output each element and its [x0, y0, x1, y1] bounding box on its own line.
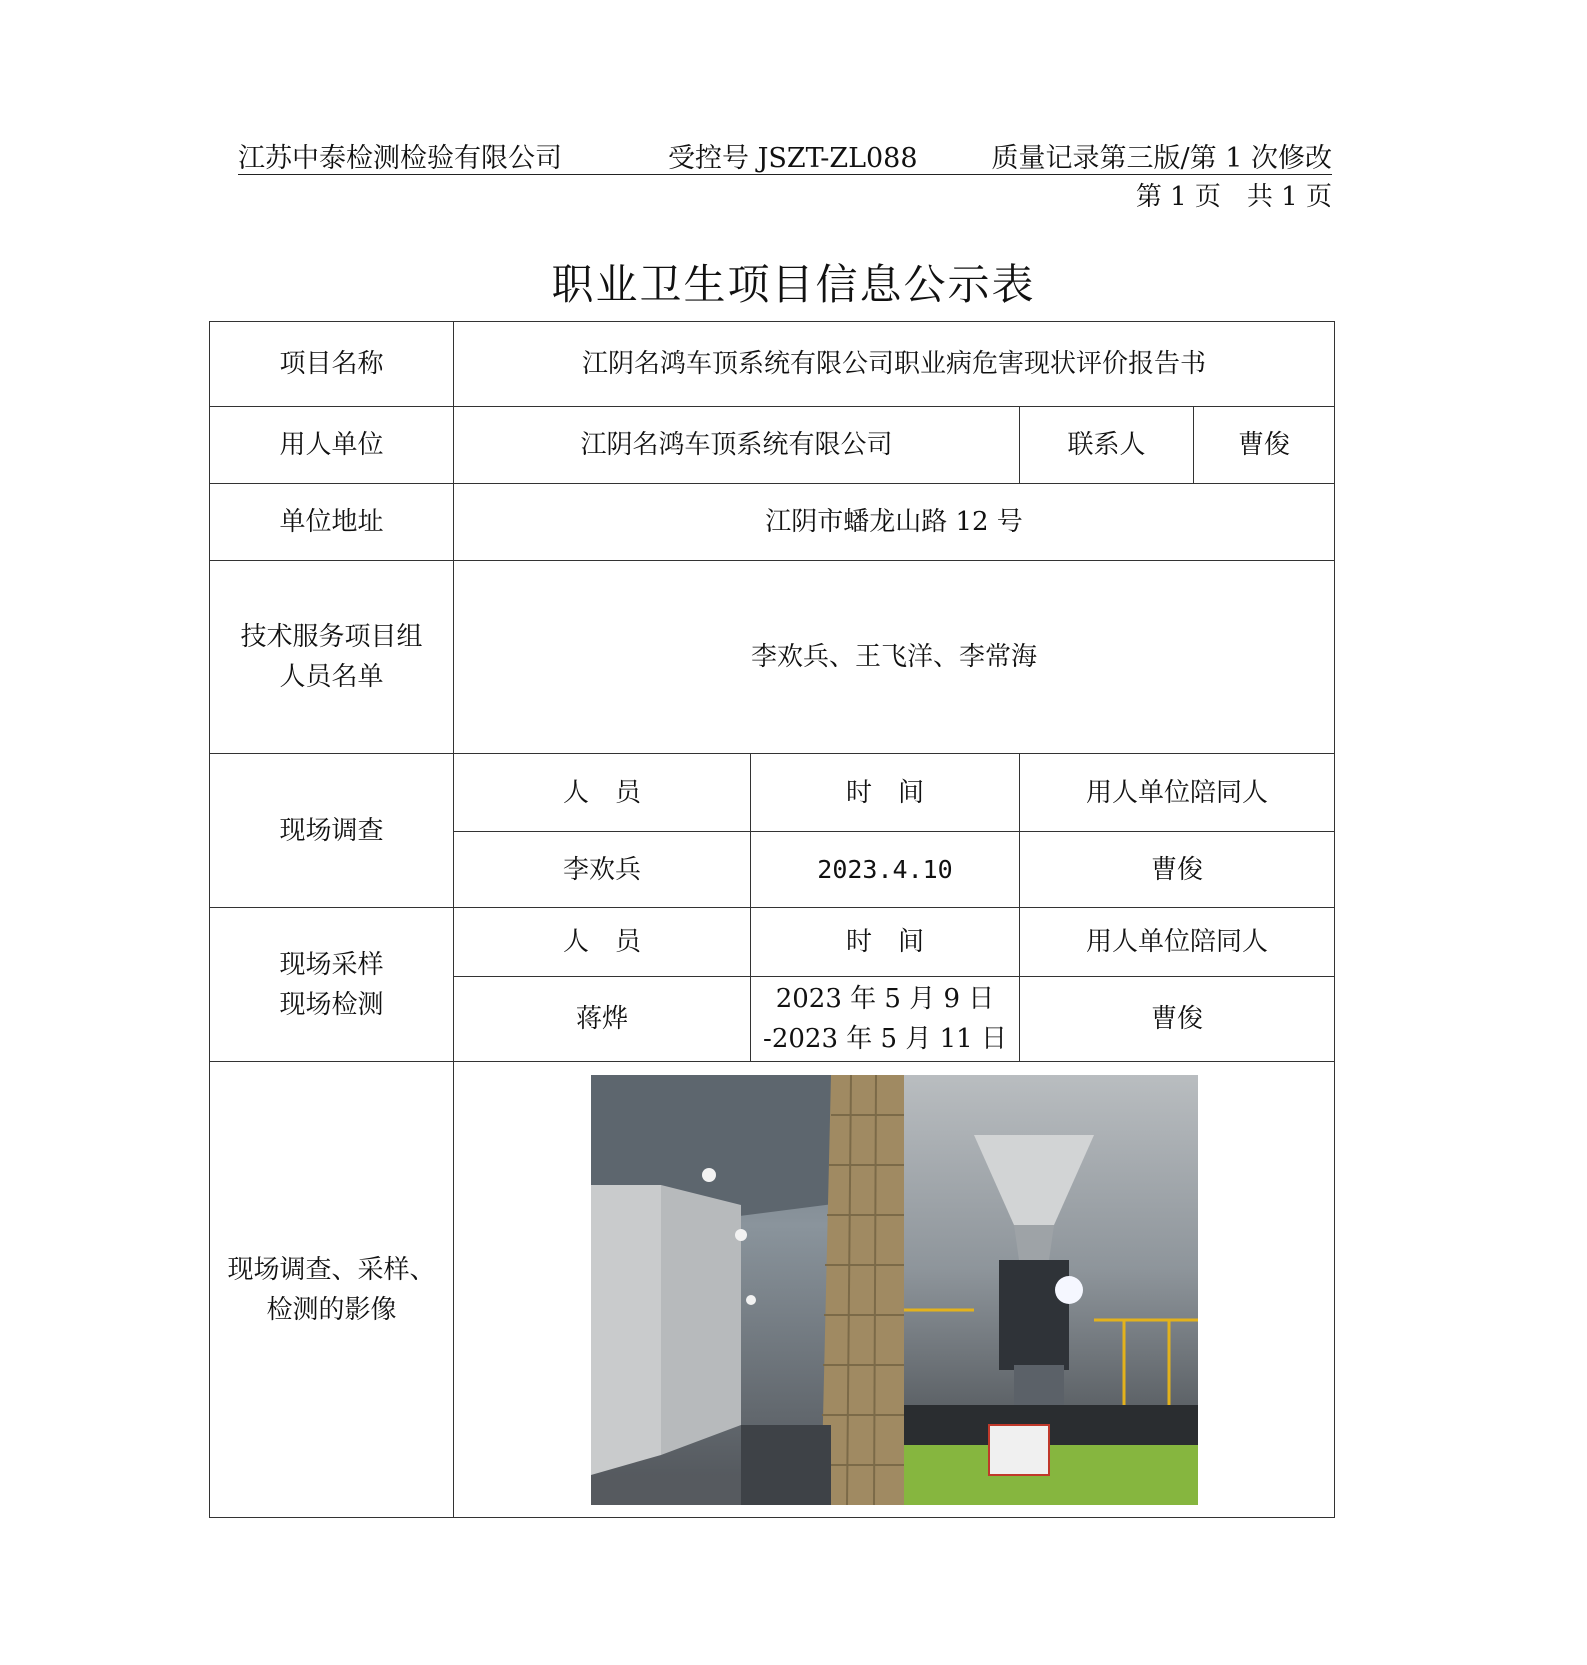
survey-time: 2023.4.10 — [751, 832, 1020, 908]
photo-strip — [454, 1064, 1334, 1516]
sampling-time-start: 2023 年 5 月 9 日 — [775, 984, 995, 1014]
row-survey-header — [210, 754, 1335, 832]
employer-value: 江阴名鸿车顶系统有限公司 — [454, 407, 1020, 484]
page-header — [238, 132, 1332, 175]
project-name-value: 江阴名鸿车顶系统有限公司职业病危害现状评价报告书 — [454, 322, 1335, 407]
header-control-number: 受控号 JSZT-ZL088 — [668, 143, 918, 174]
sampling-col-time: 时 间 — [751, 908, 1020, 977]
equipment-photo — [904, 1075, 1198, 1505]
header-edition: 质量记录第三版/第 1 次修改 — [991, 143, 1332, 174]
info-table — [209, 321, 1335, 1518]
team-value: 李欢兵、王飞洋、李常海 — [454, 561, 1335, 754]
sampling-label-line1: 现场采样 — [279, 949, 384, 980]
images-cell — [454, 1062, 1335, 1518]
address-label: 单位地址 — [210, 484, 454, 561]
employer-label: 用人单位 — [210, 407, 454, 484]
survey-col-person: 人 员 — [454, 754, 751, 832]
team-label-line1: 技术服务项目组 — [240, 622, 423, 652]
survey-col-companion: 用人单位陪同人 — [1020, 754, 1335, 832]
project-name-label: 项目名称 — [210, 322, 454, 407]
sampling-time-end: -2023 年 5 月 11 日 — [763, 1024, 1007, 1054]
row-sampling-header — [210, 908, 1335, 977]
sampling-label — [210, 908, 454, 1062]
sampling-col-companion: 用人单位陪同人 — [1020, 908, 1335, 977]
images-label-line1: 现场调查、采样、 — [227, 1254, 436, 1285]
row-address — [210, 484, 1335, 561]
sampling-time — [751, 977, 1020, 1062]
row-images — [210, 1062, 1335, 1518]
survey-col-time: 时 间 — [751, 754, 1020, 832]
sampling-label-line2: 现场检测 — [279, 989, 384, 1020]
sampling-companion: 曹俊 — [1020, 977, 1335, 1062]
row-project — [210, 322, 1335, 407]
header-company: 江苏中泰检测检验有限公司 — [238, 143, 562, 174]
sampling-col-person: 人 员 — [454, 908, 751, 977]
page-number: 第 1 页 共 1 页 — [1135, 182, 1332, 212]
survey-person: 李欢兵 — [454, 832, 751, 908]
row-employer — [210, 407, 1335, 484]
document-title: 职业卫生项目信息公示表 — [551, 260, 1036, 309]
contact-value: 曹俊 — [1194, 407, 1335, 484]
address-value: 江阴市蟠龙山路 12 号 — [454, 484, 1335, 561]
team-label-line2: 人员名单 — [279, 662, 384, 692]
images-label — [210, 1062, 454, 1518]
images-label-line2: 检测的影像 — [266, 1294, 397, 1325]
row-team — [210, 561, 1335, 754]
sampling-person: 蒋烨 — [454, 977, 751, 1062]
contact-label: 联系人 — [1020, 407, 1194, 484]
survey-companion: 曹俊 — [1020, 832, 1335, 908]
team-label — [210, 561, 454, 754]
survey-label: 现场调查 — [210, 754, 454, 908]
workshop-interior-photo — [591, 1075, 904, 1505]
